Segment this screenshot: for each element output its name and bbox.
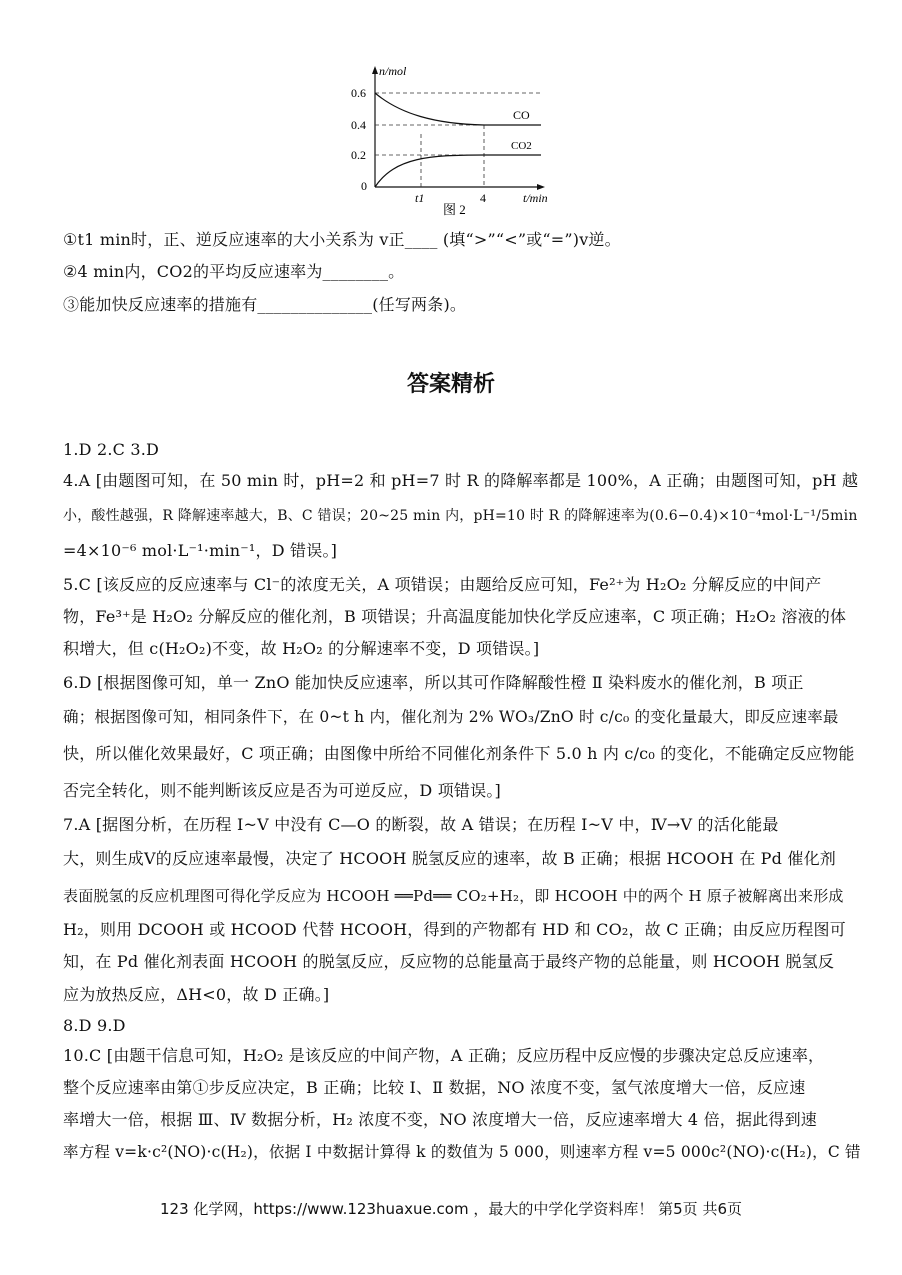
- page-footer: 123 化学网，https://www.123huaxue.com ，最大的中学化学资料库！ 第5页 共6页: [159, 1200, 742, 1218]
- y-tick-0: 0.6: [351, 86, 366, 100]
- answer-line: 整个反应速率由第①步反应决定，B 正确；比较 Ⅰ、Ⅱ 数据，NO 浓度不变，氢气浓度增大一倍，反应速: [63, 1078, 806, 1097]
- question-3: ③能加快反应速率的措施有______________(任写两条)。: [63, 295, 467, 314]
- answer-line: 小，酸性越强，R 降解速率越大，B、C 错误；20~25 min 内，pH=10 时 R 的降解速率为(0.6−0.4)×10⁻⁴mol·L⁻¹/5min: [63, 508, 858, 524]
- answer-line: 率方程 v=k·c²(NO)·c(H₂)，依据 Ⅰ 中数据计算得 k 的数值为 5 000，则速率方程 v=5 000c²(NO)·c(H₂)，C 错: [63, 1143, 861, 1161]
- answer-line: 表面脱氢的反应机理图可得化学反应为 HCOOH ══Pd══ CO₂+H₂，即 HCOOH 中的两个 H 原子被解离出来形成: [63, 887, 844, 905]
- y-tick-1: 0.4: [351, 118, 366, 132]
- answer-line: 6.D [根据图像可知，单一 ZnO 能加快反应速率，所以其可作降解酸性橙 Ⅱ 染料废水的催化剂，B 项正: [63, 673, 804, 692]
- answer-line: 1.D 2.C 3.D: [63, 440, 160, 459]
- answer-line: 快，所以催化效果最好，C 项正确；由图像中所给不同催化剂条件下 5.0 h 内 c/c₀ 的变化，不能确定反应物能: [63, 744, 855, 763]
- y-axis-label: n/mol: [379, 64, 407, 78]
- answer-line: 8.D 9.D: [63, 1016, 126, 1035]
- answer-line: 应为放热反应，ΔH<0，故 D 正确。]: [63, 985, 330, 1004]
- x-tick-1: 4: [480, 191, 486, 205]
- answer-line: 5.C [该反应的反应速率与 Cl⁻的浓度无关，A 项错误；由题给反应可知，Fe²⁺为 H₂O₂ 分解反应的中间产: [63, 575, 822, 594]
- answer-line: 否完全转化，则不能判断该反应是否为可逆反应，D 项错误。]: [63, 781, 501, 800]
- answer-line: 物，Fe³⁺是 H₂O₂ 分解反应的催化剂，B 项错误；升高温度能加快化学反应速率，C 项正确；H₂O₂ 溶液的体: [63, 607, 847, 626]
- figure-graph: [345, 62, 560, 222]
- y-tick-2: 0.2: [351, 148, 366, 162]
- answer-line: =4×10⁻⁶ mol·L⁻¹·min⁻¹，D 错误。]: [63, 541, 338, 560]
- series-co2-curve: [375, 155, 541, 187]
- answer-line: H₂，则用 DCOOH 或 HCOOD 代替 HCOOH，得到的产物都有 HD 和 CO₂，故 C 正确；由反应历程图可: [63, 920, 846, 939]
- answer-line: 知，在 Pd 催化剂表面 HCOOH 的脱氢反应，反应物的总能量高于最终产物的总能量，则 HCOOH 脱氢反: [63, 952, 835, 971]
- y-tick-3: 0: [361, 179, 367, 193]
- question-2: ②4 min内，CO2的平均反应速率为________。: [63, 262, 405, 281]
- answer-line: 率增大一倍，根据 Ⅲ、Ⅳ 数据分析，H₂ 浓度不变，NO 浓度增大一倍，反应速率增大 4 倍，据此得到速: [63, 1110, 817, 1129]
- series-label-co2: CO2: [511, 140, 532, 152]
- answer-line: 大，则生成Ⅴ的反应速率最慢，决定了 HCOOH 脱氢反应的速率，故 B 正确；根据 HCOOH 在 Pd 催化剂: [63, 849, 836, 868]
- answer-line: 积增大，但 c(H₂O₂)不变，故 H₂O₂ 的分解速率不变，D 项错误。]: [63, 639, 540, 658]
- answer-line: 确；根据图像可知，相同条件下，在 0~t h 内，催化剂为 2% WO₃/ZnO 时 c/c₀ 的变化量最大，即反应速率最: [63, 708, 839, 726]
- answer-line: 7.A [据图分析，在历程 Ⅰ~Ⅴ 中没有 C—O 的断裂，故 A 错误；在历程 Ⅰ~Ⅴ 中，Ⅳ→Ⅴ 的活化能最: [63, 815, 779, 834]
- answer-line: 10.C [由题干信息可知，H₂O₂ 是该反应的中间产物，A 正确；反应历程中反应慢的步骤决定总反应速率，: [63, 1046, 825, 1065]
- series-label-co: CO: [513, 108, 530, 122]
- answer-heading: 答案精析: [406, 372, 495, 397]
- x-tick-0: t1: [415, 191, 425, 205]
- question-1: ①t1 min时，正、逆反应速率的大小关系为 v正____ (填“>”“<”或“=”)v逆。: [63, 230, 621, 249]
- x-axis-label: t/min: [523, 191, 548, 205]
- answer-line: 4.A [由题图可知，在 50 min 时，pH=2 和 pH=7 时 R 的降解率都是 100%，A 正确；由题图可知，pH 越: [63, 471, 859, 490]
- figure-caption: 图 2: [443, 202, 466, 217]
- x-axis-arrow: [537, 184, 545, 190]
- y-axis-arrow: [372, 66, 378, 74]
